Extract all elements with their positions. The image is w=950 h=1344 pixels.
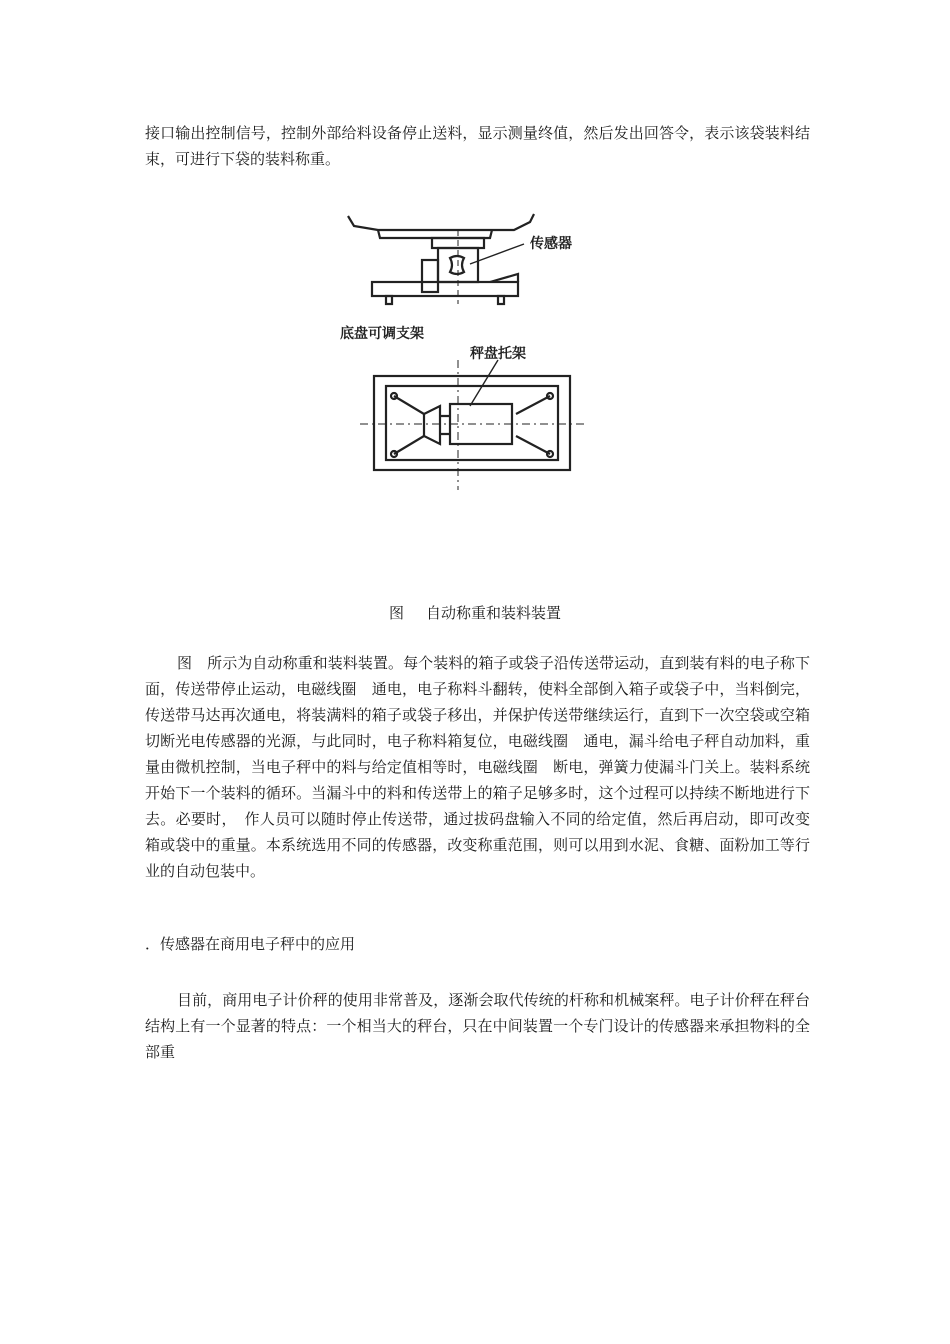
label-base-support: 底盘可调支架 [340, 326, 424, 342]
pan-bracket-leader-line [470, 360, 498, 406]
lower-mount [422, 260, 438, 292]
side-view-drawing [348, 214, 534, 304]
figure-caption-text: 自动称重和装料装置 [426, 604, 562, 622]
top-view-frame-outer [374, 376, 570, 470]
figure-caption-prefix: 图 [388, 604, 404, 622]
scale-diagram-figure [320, 200, 620, 500]
figure-caption [0, 600, 950, 626]
top-view-drawing [360, 360, 588, 490]
scale-pan-rim [378, 230, 492, 238]
bracket-centre-left [424, 406, 440, 444]
label-sensor: 传感器 [530, 236, 572, 252]
bracket-arm-right [516, 396, 550, 454]
base-plate-end [490, 274, 518, 282]
scale-diagram [320, 200, 620, 500]
base-foot-left [386, 296, 392, 304]
top-view-frame-inner [386, 386, 558, 460]
final-paragraph: 目前，商用电子计价秤的使用非常普及，逐渐会取代传统的杆称和机械案秤。电子计价秤在秤台结构上有一个显著的特点：一个相当大的秤台，只在中间装置一个专门设计的传感器来承担物料的全部重 [145, 991, 810, 1061]
intro-paragraph: 接口输出控制信号，控制外部给料设备停止送料，显示测量终值，然后发出回答令，表示该袋装料结束，可进行下袋的装料称重。 [145, 124, 810, 168]
label-pan-bracket: 秤盘托架 [470, 346, 526, 362]
bracket-arm-left [394, 396, 424, 454]
body-paragraph: 图 所示为自动称重和装料装置。每个装料的箱子或袋子沿传送带运动，直到装有料的电子称下面，传送带停止运动，电磁线圈 通电，电子称料斗翻转，使料全部倒入箱子或袋子中，当料倒完，传送带马达再次通电，将装满料的箱子或袋子移出，并保护传送带继续运行，直到下一次空袋或空箱切断光电传感器的光源，与此同时，电子称料箱复位，电磁线圈 通电，漏斗给电子秤自动加料，重量由微机控制，当电子秤中的料与给定值相等时，电磁线圈 断电，弹簧力使漏斗门关上。装料系统开始下一个装料的循环。当漏斗中的料和传送带上的箱子足够多时，这个过程可以持续不断地进行下去。必要时， 作人员可以随时停止传送带，通过拔码盘输入不同的给定值，然后再启动，即可改变箱或袋中的重量。本系统选用不同的传感器，改变称重范围，则可以用到水泥、食糖、面粉加工等行业的自动包装中。 [145, 654, 810, 880]
section-heading: ．传感器在商用电子秤中的应用 [145, 935, 356, 953]
scale-pan-top [348, 214, 534, 230]
base-plate [372, 282, 518, 296]
base-foot-right [498, 296, 504, 304]
bracket-link [440, 416, 450, 434]
sensor-strain-hole [450, 256, 464, 274]
